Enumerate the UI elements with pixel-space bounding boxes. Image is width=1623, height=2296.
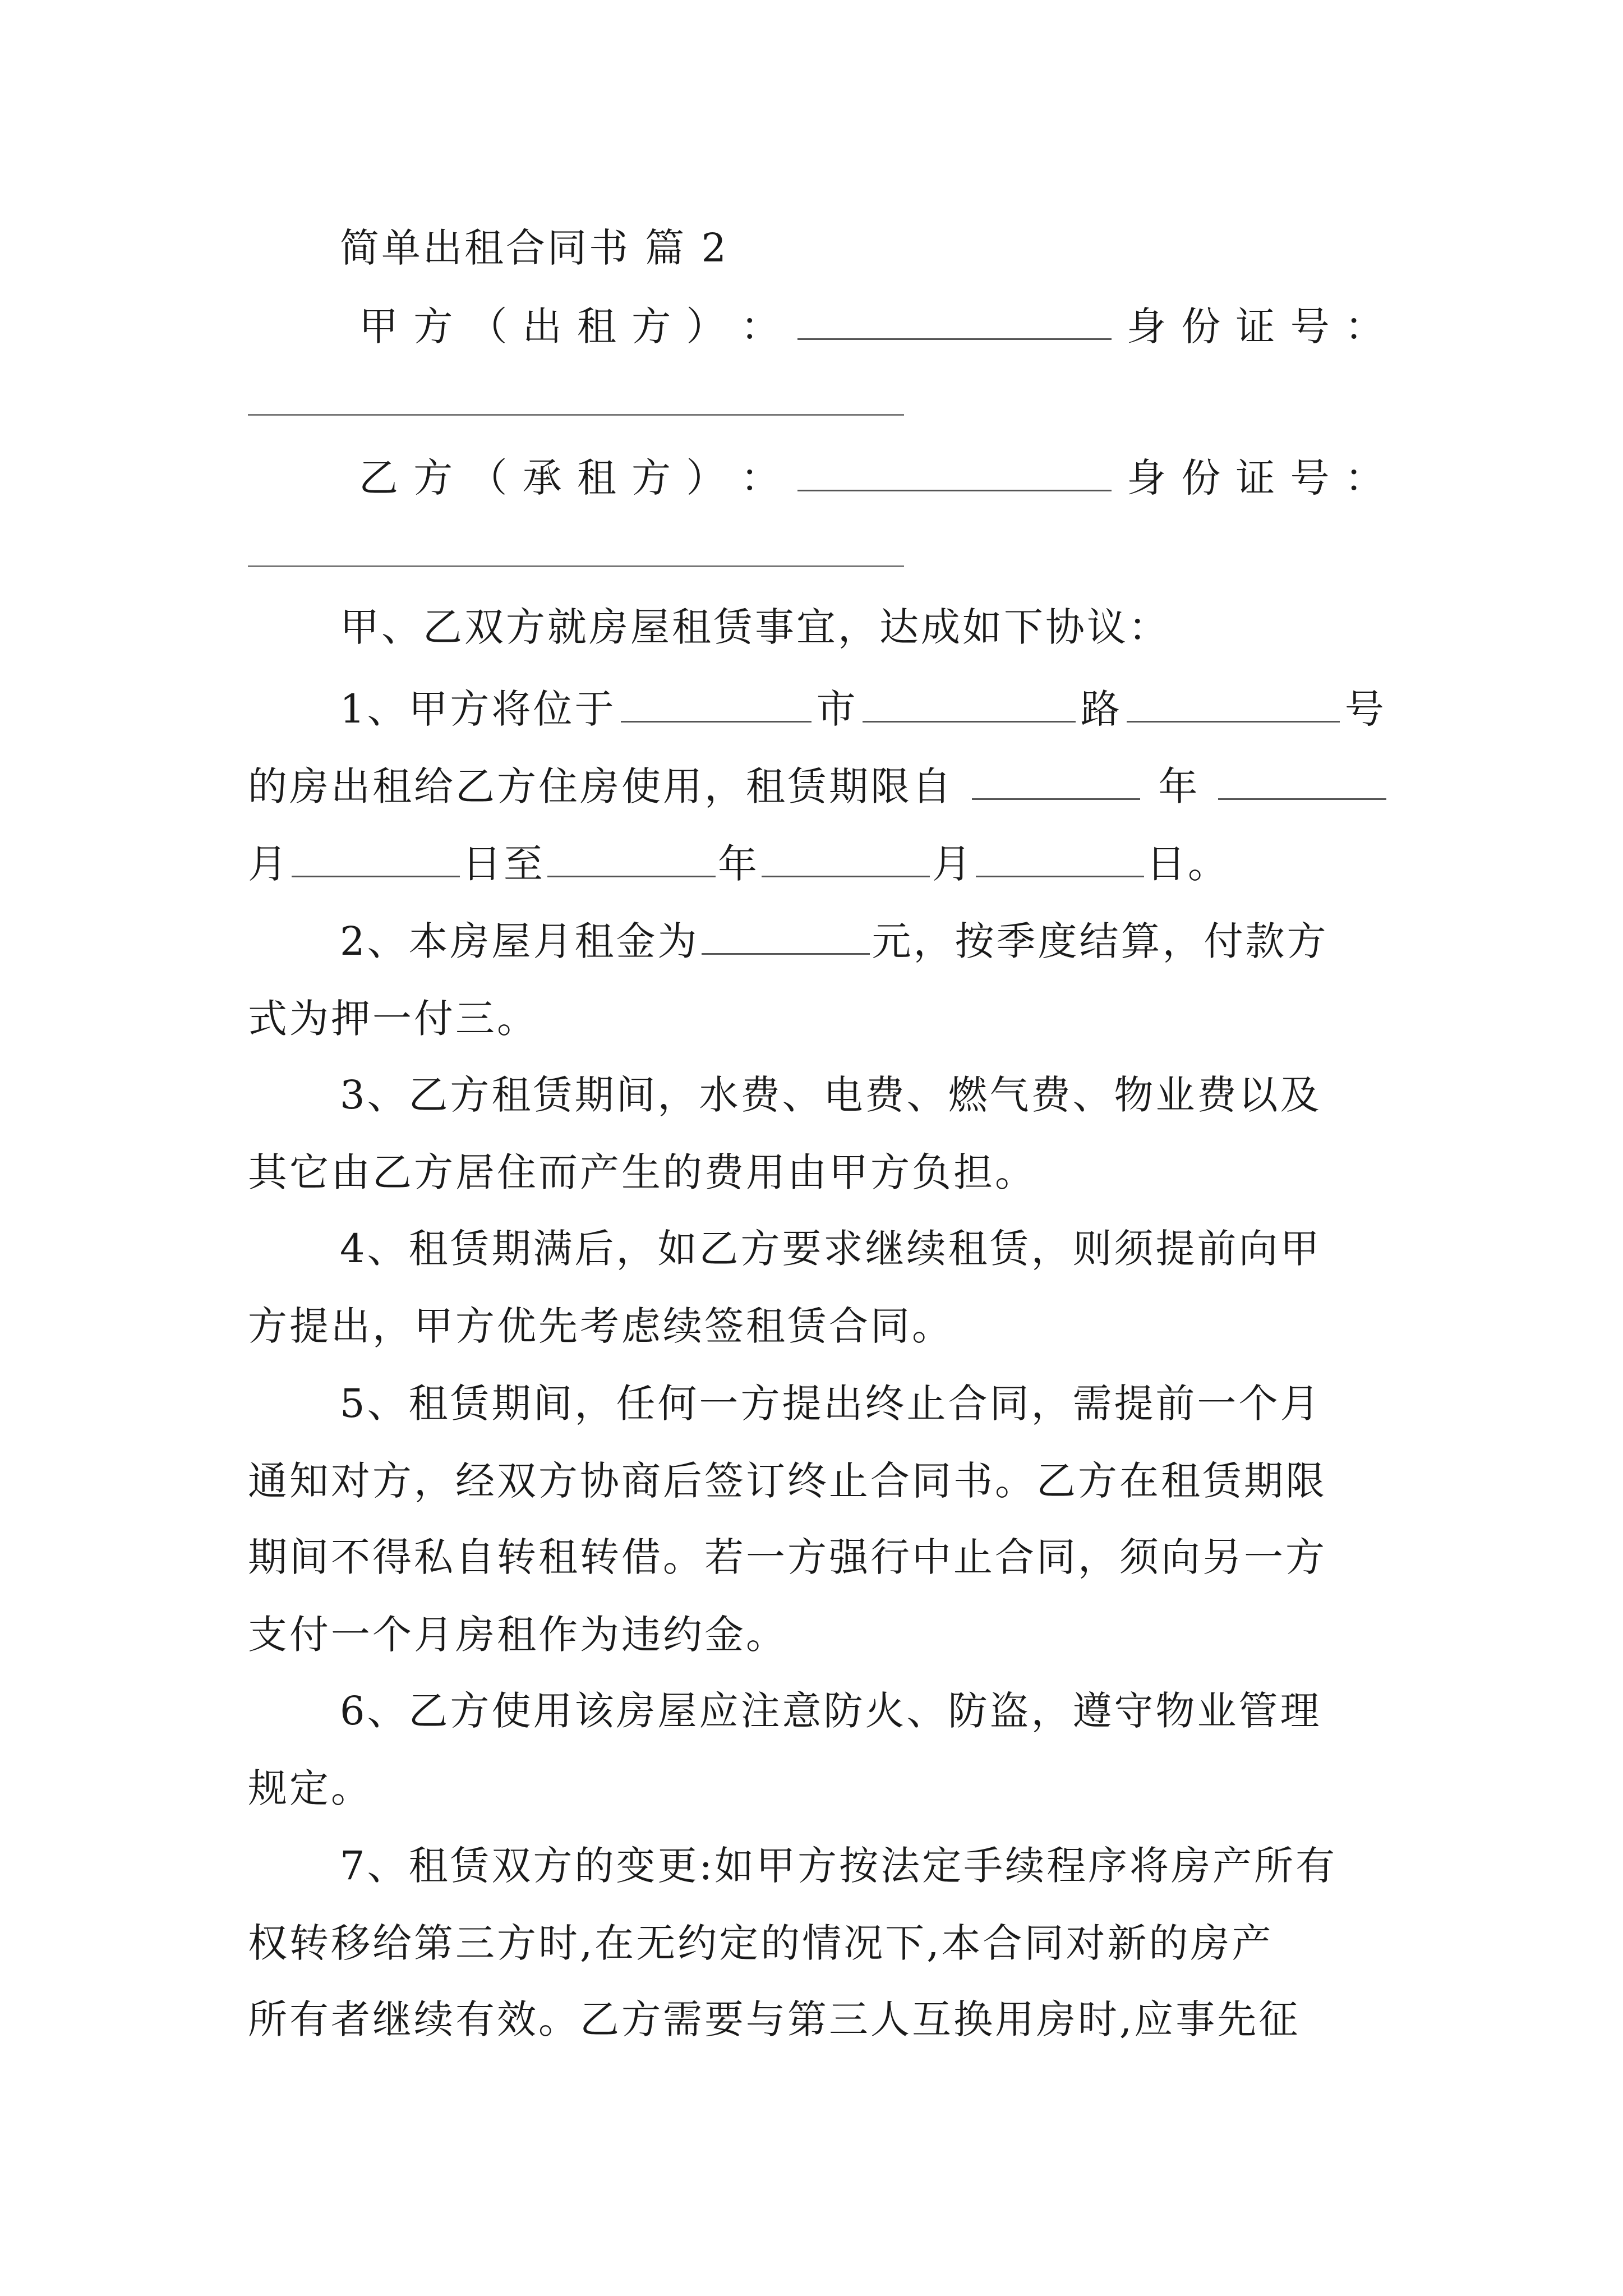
party-a-id-char: 号 xyxy=(1290,303,1332,349)
party-a-id-blank[interactable] xyxy=(248,414,904,416)
party-a-id-char: ： xyxy=(1344,303,1386,349)
party-b-char: 承 xyxy=(522,455,564,501)
end-year-blank[interactable] xyxy=(547,836,716,877)
clause-4-line-1: 4、租赁期满后，如乙方要求继续租赁，则须提前向甲 xyxy=(340,1226,1322,1272)
clause-4-line-2: 方提出，甲方优先考虑续签租赁合同。 xyxy=(248,1303,953,1349)
party-b-id-char: 证 xyxy=(1235,455,1278,501)
clause-7-line-1: 7、租赁双方的变更:如甲方按法定手续程序将房产所有 xyxy=(340,1843,1338,1889)
party-a-id-char: 身 xyxy=(1126,303,1168,349)
document-title: 简单出租合同书 篇 2 xyxy=(340,225,729,271)
party-b-char: （ xyxy=(468,455,510,501)
party-b-char: 乙 xyxy=(359,455,400,501)
party-a-name-blank[interactable] xyxy=(797,299,1112,340)
start-year-blank[interactable] xyxy=(972,759,1140,800)
party-b-id-char: 号 xyxy=(1290,455,1332,501)
clause-7-line-2: 权转移给第三方时,在无约定的情况下,本合同对新的房产 xyxy=(248,1920,1274,1966)
party-a-char: （ xyxy=(468,303,510,349)
party-b-char: 方 xyxy=(631,455,674,501)
city-label: 市 xyxy=(816,686,858,732)
party-b-id-char: 份 xyxy=(1181,455,1223,501)
clause-5-line-4: 支付一个月房租作为违约金。 xyxy=(248,1612,787,1658)
clause-5-line-2: 通知对方，经双方协商后签订终止合同书。乙方在租赁期限 xyxy=(248,1458,1327,1504)
clause-1-text: 的房出租给乙方住房使用，租赁期限自 xyxy=(248,763,953,809)
party-b-char: ： xyxy=(740,455,782,501)
party-b-name-blank[interactable] xyxy=(797,450,1112,491)
end-year-label: 年 xyxy=(718,841,759,887)
number-blank[interactable] xyxy=(1127,682,1340,723)
end-month-label: 月 xyxy=(932,841,974,887)
party-b-char: 方 xyxy=(413,455,455,501)
clause-7-line-3: 所有者继续有效。乙方需要与第三人互换用房时,应事先征 xyxy=(248,1996,1301,2042)
clause-2-line-1 xyxy=(340,913,1386,969)
party-b-char: ） xyxy=(686,455,728,501)
number-label: 号 xyxy=(1344,686,1386,732)
start-month-blank[interactable] xyxy=(1218,759,1386,800)
party-a-char: 甲 xyxy=(359,303,400,349)
end-day-label: 日。 xyxy=(1146,841,1229,887)
clause-5-line-3: 期间不得私自转租转借。若一方强行中止合同，须向另一方 xyxy=(248,1534,1327,1580)
clause-5-line-1: 5、租赁期间，任何一方提出终止合同，需提前一个月 xyxy=(340,1381,1322,1427)
clause-1-line-2 xyxy=(248,758,1386,815)
party-a-line xyxy=(359,298,1386,355)
start-day-blank[interactable] xyxy=(292,836,460,877)
city-blank[interactable] xyxy=(621,682,811,723)
party-a-char: 出 xyxy=(522,303,564,349)
clause-6-line-2: 规定。 xyxy=(248,1765,372,1811)
party-a-char: ： xyxy=(740,303,782,349)
party-a-id-char: 证 xyxy=(1235,303,1278,349)
end-month-blank[interactable] xyxy=(762,836,930,877)
clause-6-line-1: 6、乙方使用该房屋应注意防火、防盗，遵守物业管理 xyxy=(340,1688,1322,1734)
party-b-id-char: ： xyxy=(1344,455,1386,501)
party-a-char: 租 xyxy=(577,303,619,349)
party-a-id-char: 份 xyxy=(1181,303,1223,349)
party-a-char: 方 xyxy=(413,303,455,349)
party-b-line xyxy=(359,450,1386,506)
clause-2-prefix: 2、本房屋月租金为 xyxy=(340,918,699,964)
clause-1-prefix: 1、甲方将位于 xyxy=(340,686,616,732)
start-month-label: 月 xyxy=(248,841,289,887)
rent-amount-blank[interactable] xyxy=(702,914,870,955)
clause-2-suffix: 元，按季度结算，付款方 xyxy=(872,918,1329,964)
party-a-char: 方 xyxy=(631,303,674,349)
party-b-id-char: 身 xyxy=(1126,455,1168,501)
start-year-label: 年 xyxy=(1158,763,1200,809)
road-blank[interactable] xyxy=(863,682,1076,723)
day-to-label: 日至 xyxy=(462,841,545,887)
clause-2-line-2: 式为押一付三。 xyxy=(248,996,538,1042)
end-day-blank[interactable] xyxy=(976,836,1144,877)
clause-3-line-1: 3、乙方租赁期间，水费、电费、燃气费、物业费以及 xyxy=(340,1072,1322,1118)
clause-1-line-3 xyxy=(248,836,1386,892)
party-b-id-blank[interactable] xyxy=(248,565,904,567)
intro-paragraph: 甲、乙双方就房屋租赁事宜，达成如下协议： xyxy=(340,604,1170,650)
party-b-char: 租 xyxy=(577,455,619,501)
clause-1-line-1 xyxy=(340,681,1386,737)
clause-3-line-2: 其它由乙方居住而产生的费用由甲方负担。 xyxy=(248,1149,1036,1195)
party-a-char: ） xyxy=(686,303,728,349)
road-label: 路 xyxy=(1080,686,1122,732)
